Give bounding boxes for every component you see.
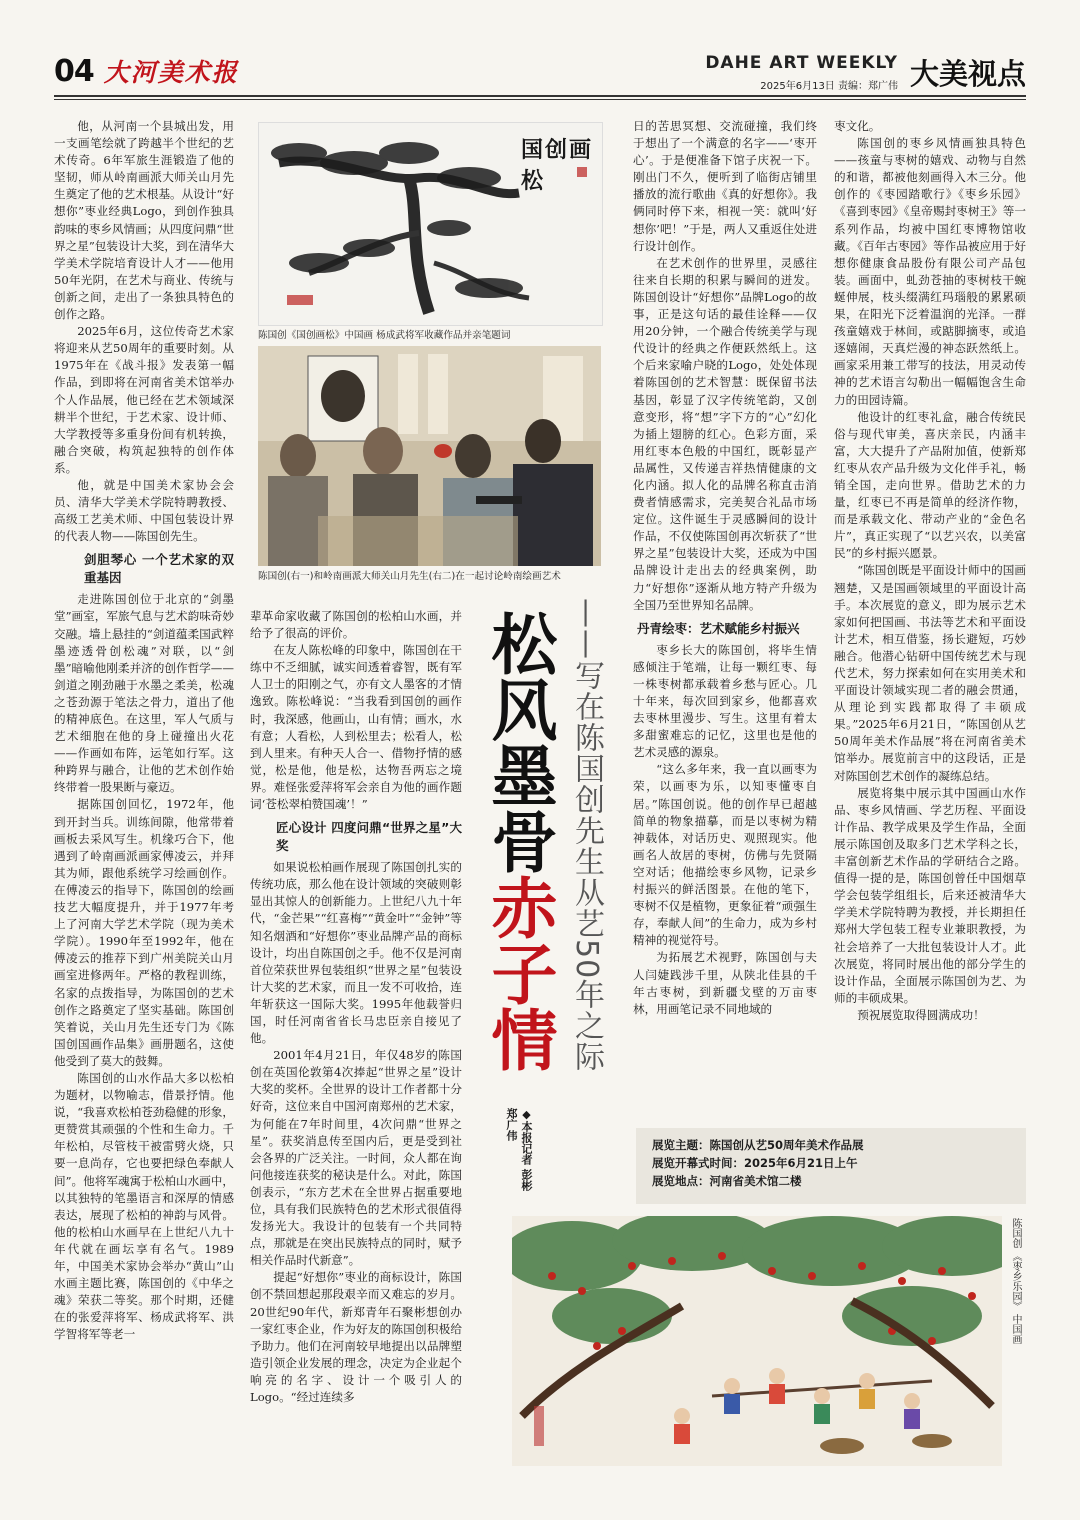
paragraph: “这么多年来，我一直以画枣为荣，以画枣为乐，以知枣懂枣自居。”陈国创说。他的创作早已超越简单的物象描摹，而是以枣树为精神载体，对话历史、观照现实。他画名人故居的枣树，仿佛与先贤隔空对话；他描绘枣乡风物，记录乡村振兴的鲜活图景。在他的笔下，枣树不仅是植物，更象征着“顽强生存，奉献人间”的生命力，成为乡村精神的视觉符号。 — [633, 762, 817, 948]
paragraph: 他，就是中国美术家协会会员、清华大学美术学院特聘教授、高级工艺美术师、中国包装设计界的代表人物——陈国创先生。 — [54, 477, 234, 544]
article-column-2 — [250, 608, 462, 1470]
header-rule — [54, 95, 1026, 97]
col1b-paragraphs — [54, 591, 234, 1343]
page-number: 04 — [54, 53, 94, 89]
article-column-4 — [834, 118, 1026, 1103]
exhibition-theme: 展览主题：陈国创从艺50周年美术作品展 — [652, 1138, 864, 1152]
paragraph: 如果说松柏画作展现了陈国创扎实的传统功底，那么他在设计领域的突破则彰显出其惊人的创新能力。上世纪八九十年代，“金芒果”“红喜梅”“黄金叶”“金钟”等知名烟酒和“好想你”枣业品牌产品的商标设计，均出自陈国创之手。他不仅是河南首位荣获世界包装组织“世界之星”包装设计大奖的艺术家，而且一发不可收拾，连年斩获这一国际大奖。1995年他载誉归国，时任河南省省长马忠臣亲自接见了他。 — [250, 860, 462, 1046]
paragraph: 辈革命家收藏了陈国创的松柏山水画，并给予了很高的评价。 — [250, 609, 462, 641]
paragraph: 他设计的红枣礼盒，融合传统民俗与现代审美，喜庆亲民，内涵丰富，大大提升了产品附加值，使新郑红枣从农产品升级为文化伴手礼，畅销全国，走向世界。借助艺术的力量，红枣已不再是简单的经济作物，而是承载文化、带动产业的“金色名片”，真正实现了“以艺兴农，以美富民”的乡村振兴愿景。 — [834, 409, 1026, 561]
paragraph: 他，从河南一个县城出发，用一支画笔绘就了跨越半个世纪的艺术传奇。6年军旅生涯锻造了他的坚韧，师从岭南画派大师关山月先生奠定了他的艺术根基。从设计“好想你”枣业经典Logo，到创作独具韵味的枣乡风情画；从四度问鼎“世界之星”包装设计大奖，到在清华大学美术学院培育设计人才——他用50年光阴，在艺术与商业、传统与创新之间，走出了一条独具特色的创作之路。 — [54, 119, 234, 322]
headline-part1: 松风墨骨 — [480, 610, 558, 874]
col1-paragraphs — [54, 118, 234, 545]
col2-paragraphs — [250, 608, 462, 813]
col2b-paragraphs — [250, 859, 462, 1406]
pine-painting-image — [258, 122, 603, 326]
paragraph: 预祝展览取得圆满成功！ — [857, 1007, 985, 1022]
article-column-1 — [54, 118, 234, 1483]
paragraph: 走进陈国创位于北京的“剑墨堂”画室，军旅气息与艺术韵味奇妙交融。墙上悬挂的“剑道蕴柔国武粹 墨迹透骨创松魂”对联，以“剑墨”暗喻他刚柔并济的创作哲学——剑道之刚劲融于水墨之柔美，松魂之苍劲源于笔法之骨力，道出了他的精神底色。在这里，军人气质与艺术细胞在他的身上碰撞出火花——作画如布阵，运笔如行军。这种跨界与融合，让他的艺术创作始终带着一股果断与豪迈。 — [54, 592, 234, 795]
paragraph: 提起“好想你”枣业的商标设计，陈国创不禁回想起那段艰辛而又难忘的岁月。20世纪90年代，新郑青年石聚彬想创办一家红枣企业，作为好友的陈国创积极给予助力。他们在河南较早地提出以品牌塑造引领企业发展的理念，决定为企业起个响亮的名字、设计一个吸引人的Logo。“经过连续多 — [250, 1270, 462, 1405]
meeting-photo — [258, 346, 601, 566]
paragraph: 陈国创的枣乡风情画独具特色——孩童与枣树的嬉戏、动物与自然的和谐，都被他刻画得入木三分。他创作的《枣园踏歌行》《枣乡乐园》《喜到枣园》《皇帝赐封枣树王》等一系列作品，均被中国红枣博物馆收藏。《百年古枣园》等作品被应用于好想你健康食品股份有限公司产品包装。画面中，虬劲苍抽的枣树枝干蜿蜒伸展，枝头缀满红玛瑙般的累累硕果，在阳光下泛着温润的光泽。一群孩童嬉戏于林间，或踮脚摘枣，或追逐嬉闹，天真烂漫的神态跃然纸上。画家采用兼工带写的技法，用灵动传神的艺术语言勾勒出一幅幅饱含生命力的田园诗篇。 — [834, 136, 1026, 407]
article-column-3 — [633, 118, 817, 1103]
paragraph: 枣文化。 — [834, 119, 881, 133]
paragraph: 为拓展艺术视野，陈国创与夫人闫婕践涉千里，从陕北佳县的千年古枣树，到新疆戈壁的万亩枣林，用画笔记录不同地域的 — [633, 950, 817, 1016]
paragraph: “陈国创既是平面设计师中的国画翘楚，又是国画领域里的平面设计高手。本次展览的意义，即为展示艺术家如何把国画、书法等艺术和平面设计艺术，相互借鉴，扬长避短，巧妙融合。他潜心钻研中国传统艺术与现代艺术，努力探索如何在实用美术和平面设计领域实现二者的融会贯通，从理论到实践都取得了丰硕成果。”2025年6月21日，“陈国创从艺50周年美术作品展”将在河南省美术馆举办。展览前言中的这段话，正是对陈国创艺术创作的凝练总结。 — [834, 563, 1026, 783]
paragraph: 2001年4月21日，年仅48岁的陈国创在英国伦敦第4次捧起“世界之星”设计大奖的奖杯。全世界的设计工作者都十分好奇，这位来自中国河南郑州的艺术家，为何能在7年时间里，4次问鼎“世界之星”。获奖消息传至国内后，更是受到社会各界的广泛关注。一时间，众人都在询问他接连获奖的秘诀是什么。对此，陈国创表示，“东方艺术在全世界占据重要地位，具有我们民族特色的艺术形式很值得发扬光大。我设计的包装有一个共同特点，那就是在突出民族特点的同时，赋予相关作品时代新意”。 — [250, 1048, 462, 1268]
section-title: 大美视点 — [909, 57, 1026, 91]
paragraph: 在艺术创作的世界里，灵感往往来自长期的积累与瞬间的迸发。陈国创设计“好想你”品牌Logo的故事，正是这句话的最佳诠释——仅用20分钟，一个融合传统美学与现代设计的经典之作便跃然纸上。这个后来家喻户晓的Logo，处处体现着陈国创的艺术智慧：既保留书法基因，彰显了汉字传统笔韵，又创意变形，将“想”字下方的“心”幻化为插上翅膀的红心。色彩方面，采用红枣本色般的中国红，既彰显产品属性，又传递吉祥热情健康的文化内涵。拟人化的品牌名称直击消费者情感需求，完美契合礼品市场定位。这件诞生于灵感瞬间的设计作品，不仅使陈国创再次斩获了“世界之星”包装设计大奖，还成为中国品牌设计走出去的经典案例，助力“好想你”逐渐从地方特产升级为全国乃至世界知名品牌。 — [633, 255, 817, 612]
pine-inscription: 国创画松 — [521, 137, 594, 194]
headline-part2: 赤子情 — [480, 874, 558, 1072]
exhibition-venue: 展览地点：河南省美术馆二楼 — [652, 1174, 802, 1188]
headline-subtitle: ——写在陈国创先生从艺50年之际 — [569, 598, 604, 1073]
paragraph: 在友人陈松峰的印象中，陈国创在干练中不乏细腻，诚实间透着睿智，既有军人卫士的阳刚之气，亦有文人墨客的才情逸致。陈松峰说：“当我看到国创的画作时，我深感，他画山，山有情；画水，水有意；人看松，人到松里去；松看人，松到人里来。有种天人合一、借物抒情的感觉，松是他，他是松，达物吾两忘之境界。难怪张爱萍将军会亲自为他的画作题词‘苍松翠柏赞国魂’！” — [250, 643, 462, 812]
subheading-1: 剑胆琴心 一个艺术家的双重基因 — [84, 552, 234, 586]
headline-title — [482, 610, 556, 1090]
col3-paragraphs — [633, 118, 817, 614]
header-right — [705, 52, 1026, 93]
english-title: DAHE ART WEEKLY — [705, 53, 898, 73]
subheading-2: 匠心设计 四度问鼎“世界之星”大奖 — [276, 820, 462, 854]
paragraph: 枣乡长大的陈国创，将毕生情感倾注于笔端，让每一颗红枣、每一株枣树都承载着乡愁与匠心。几十年来，每次回到家乡，他都喜欢去枣林里漫步、写生。这里有着太多甜蜜难忘的记忆，这里也是他的艺术灵感的源泉。 — [633, 642, 817, 760]
exhibition-time: 展览开幕式时间：2025年6月21日上午 — [652, 1156, 858, 1170]
meeting-photo-caption: 陈国创(右一)和岭南画派大师关山月先生(右二)在一起讨论岭南绘画艺术 — [258, 571, 561, 582]
jujube-painting-caption: 陈国创 《枣乡乐园》 中国画 — [1010, 1218, 1021, 1345]
paragraph: 2025年6月，这位传奇艺术家将迎来从艺50周年的重要时刻。从1975年在《战斗报》发表第一幅作品，到即将在河南省美术馆举办个人作品展，他已经在艺术领域深耕半个世纪，于艺术家、设计师、大学教授等多重身份间有机转换，融合突破，构筑起独特的创作体系。 — [54, 324, 234, 475]
jujube-painting-svg — [512, 1216, 1002, 1466]
paragraph: 展览将集中展示其中国画山水作品、枣乡风情画、学艺历程、平面设计作品、教学成果及学生作品，全面展示陈国创及取多门艺术学科之长，丰富创新艺术作品的学研结合之路。值得一提的是，陈国创曾任中国烟草学会包装学组组长，后来还被清华大学美术学院特聘为教授，并长期担任郑州大学包装工程专业兼职教授，为社会培养了一大批包装设计人才。此次展览，将同时展出他的部分学生的设计作品，全面展示陈国创为艺、为师的丰硕成果。 — [834, 785, 1026, 1005]
date-editor: 2025年6月13日 责编：郑广伟 — [760, 81, 898, 92]
header-left — [54, 54, 239, 88]
col3b-paragraphs — [633, 642, 817, 1018]
pine-painting-caption: 陈国创《国创画松》中国画 杨成武将军收藏作品并亲笔题词 — [258, 330, 511, 341]
jujube-painting-image — [512, 1216, 1002, 1466]
col4-paragraphs — [834, 118, 1026, 1024]
byline: ◆本报记者 彭彬 郑广伟 — [505, 1108, 533, 1191]
paragraph: 陈国创的山水作品大多以松柏为题材，以物喻志，借景抒情。他说，“我喜欢松柏苍劲稳健的形象，更赞赏其顽强的个性和生命力。千年松柏，尽管枝干被雷劈火烧，只要一息尚存，它也要把绿色奉献人间”。他将军魂寓于松柏山水画中，以其独特的笔墨语言和深厚的情感表达，展现了松柏的神韵与风骨。他的松柏山水画早在上世纪八九十年代就在画坛享有名气。1989年，中国美术家协会举办“黄山”山水画主题比赛，陈国创的《中华之魂》荣获二等奖。那个时期，还健在的张爱萍将军、杨成武将军、洪学智将军等老一 — [54, 1070, 234, 1342]
header-rule-thin — [54, 99, 1026, 100]
exhibition-info-box — [636, 1128, 1026, 1204]
paragraph: 据陈国创回忆，1972年，他到开封当兵。训练间隙，他常带着画板去采风写生。机缘巧合下，他遇到了岭南画派画家傅凌云，并拜其为师，跟他系统学习绘画创作。在傅凌云的指导下，陈国创的绘画技艺大幅度提升，并于1977年考上了河南大学艺术学院（现为美术学院）。1990年至1992年，他在傅凌云的推荐下到广州美院关山月画室进修两年。严格的教程训练，名家的点拨指导，为陈国创的艺术创作之路奠定了坚实基础。陈国创笑着说，关山月先生还专门为《陈国创国画作品集》画册题名，这使他受到了莫大的鼓舞。 — [54, 797, 234, 1068]
subheading-3: 丹青绘枣：艺术赋能乡村振兴 — [637, 620, 800, 636]
seal-stamp — [577, 167, 587, 177]
masthead-logo: 大河美术报 — [103, 58, 239, 87]
meeting-photo-svg — [258, 346, 601, 566]
paragraph: 日的苦思冥想、交流碰撞，我们终于想出了一个满意的名字——‘枣开心’。于是便准备下馆子庆祝一下。刚出门不久，便听到了临街店铺里播放的流行歌曲《真的好想你》。我俩同时停下来，相视一笑：就叫‘好想你’吧！”于是，两人又重返住处进行设计创作。 — [633, 119, 817, 253]
